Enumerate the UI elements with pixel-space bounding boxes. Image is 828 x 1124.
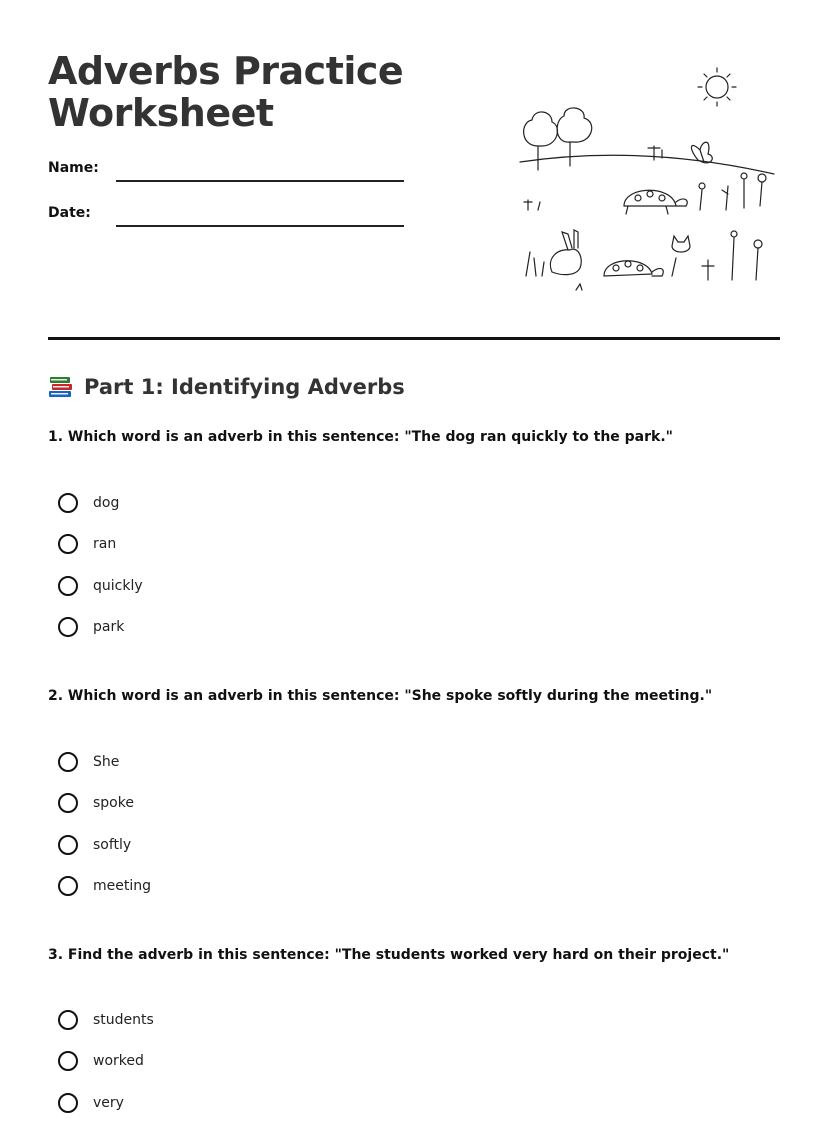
radio-button[interactable] [58,617,78,637]
option-very[interactable] [58,1082,154,1124]
radio-button[interactable] [58,876,78,896]
option-label: spoke [93,795,134,812]
books-icon [48,375,74,399]
radio-button[interactable] [58,1051,78,1071]
question-1-options [58,482,143,648]
turtle-icon [624,190,687,214]
option-label: quickly [93,577,143,594]
sun-icon [698,68,736,106]
radio-button[interactable] [58,793,78,813]
radio-button[interactable] [58,1010,78,1030]
option-label: She [93,753,120,770]
turtle-icon [604,261,663,276]
option-park[interactable] [58,607,143,649]
option-spoke[interactable] [58,783,151,825]
question-1-text: 1. Which word is an adverb in this sentence: "The dog ran quickly to the park." [48,429,673,445]
question-2-options [58,741,151,907]
option-label: worked [93,1053,144,1070]
rabbit-icon [550,230,581,275]
garden-animals-illustration [512,62,782,294]
cat-icon [672,236,690,252]
radio-button[interactable] [58,835,78,855]
radio-button[interactable] [58,493,78,513]
worksheet-title [48,50,403,134]
option-softly[interactable] [58,824,151,866]
name-field[interactable] [116,180,404,182]
option-label: meeting [93,878,152,895]
option-quickly[interactable] [58,565,143,607]
title-line-2: Worksheet [48,91,274,135]
flower-icon [699,173,766,210]
option-ran[interactable] [58,524,143,566]
section-divider [48,337,780,340]
option-label: very [93,1094,124,1111]
part-1-heading-text: Part 1: Identifying Adverbs [84,375,405,399]
option-meeting[interactable] [58,866,151,908]
radio-button[interactable] [58,534,78,554]
question-2-text: 2. Which word is an adverb in this sentence: "She spoke softly during the meeting." [48,688,713,704]
option-label: ran [93,536,117,553]
date-label: Date: [48,205,91,221]
date-field[interactable] [116,225,404,227]
radio-button[interactable] [58,752,78,772]
option-label: park [93,619,125,636]
name-label: Name: [48,160,99,176]
radio-button[interactable] [58,576,78,596]
option-label: softly [93,836,132,853]
option-dog[interactable] [58,482,143,524]
title-line-1: Adverbs Practice [48,49,404,93]
part-1-heading [48,375,405,399]
question-3-options [58,999,154,1124]
question-3-text: 3. Find the adverb in this sentence: "The students worked very hard on their project." [48,947,730,963]
option-label: students [93,1011,154,1028]
option-label: dog [93,494,120,511]
option-she[interactable] [58,741,151,783]
option-worked[interactable] [58,1041,154,1083]
option-students[interactable] [58,999,154,1041]
radio-button[interactable] [58,1093,78,1113]
